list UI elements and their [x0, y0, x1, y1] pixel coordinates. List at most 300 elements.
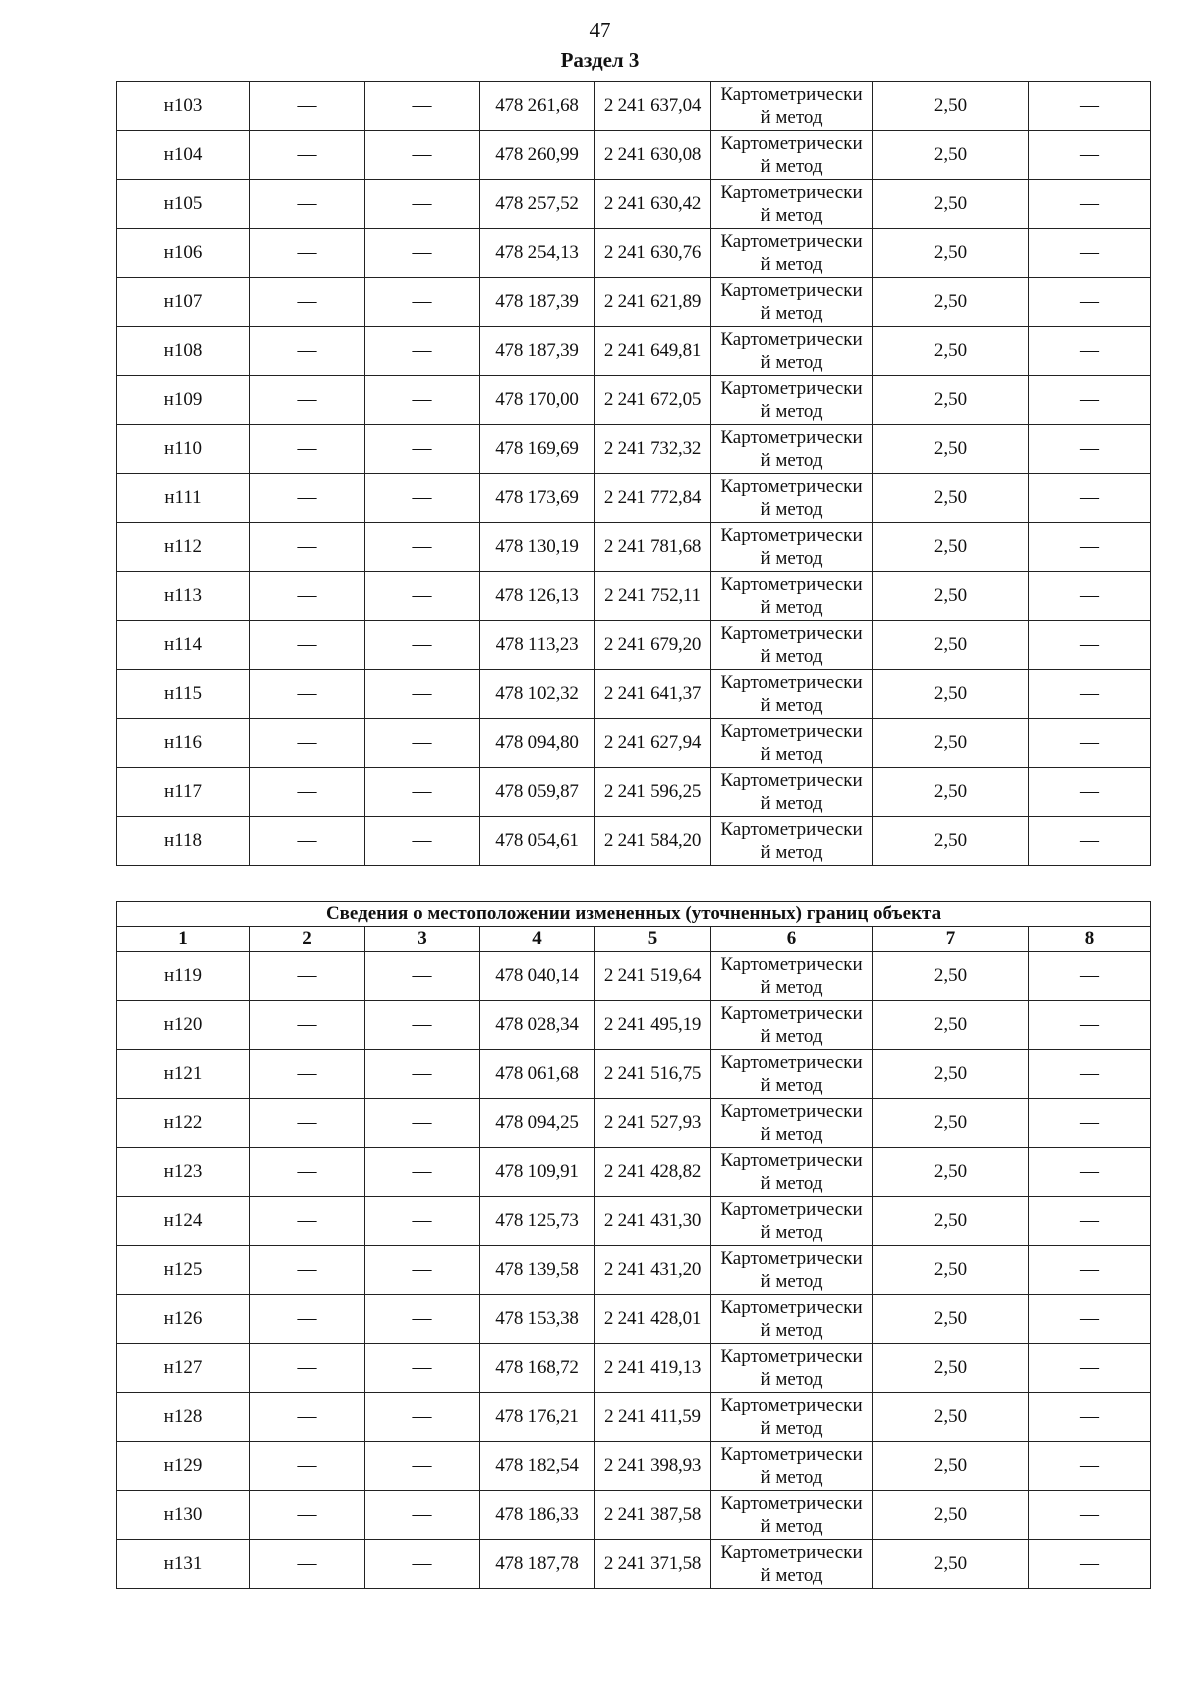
empty-value-cell: — [1029, 670, 1151, 719]
method-line-2: й метод [760, 646, 823, 667]
empty-value-cell: — [250, 180, 365, 229]
coordinate-y-cell: 2 241 411,59 [595, 1393, 711, 1442]
empty-value-cell: — [250, 1540, 365, 1589]
coordinate-y-cell: 2 241 630,42 [595, 180, 711, 229]
coordinate-x-cell: 478 102,32 [480, 670, 595, 719]
empty-value-cell: — [250, 425, 365, 474]
empty-value-cell: — [250, 278, 365, 327]
method-cell [711, 768, 873, 817]
table-row [117, 1099, 1151, 1148]
empty-value-cell: — [365, 1442, 480, 1491]
empty-value-cell: — [1029, 474, 1151, 523]
method-line-1: Картометрически [720, 721, 863, 742]
coordinate-x-cell: 478 254,13 [480, 229, 595, 278]
empty-value-cell: — [250, 817, 365, 866]
empty-value-cell: — [365, 131, 480, 180]
point-number-cell: н116 [117, 719, 250, 768]
coordinate-y-cell: 2 241 630,76 [595, 229, 711, 278]
coordinate-x-cell: 478 260,99 [480, 131, 595, 180]
table-row [117, 621, 1151, 670]
empty-value-cell: — [365, 1197, 480, 1246]
point-number-cell: н130 [117, 1491, 250, 1540]
coordinate-x-cell: 478 139,58 [480, 1246, 595, 1295]
table-row [117, 817, 1151, 866]
method-cell [711, 82, 873, 131]
table-row [117, 1491, 1151, 1540]
empty-value-cell: — [1029, 1344, 1151, 1393]
method-cell [711, 474, 873, 523]
empty-value-cell: — [365, 523, 480, 572]
method-cell [711, 1099, 873, 1148]
coordinate-x-cell: 478 028,34 [480, 1001, 595, 1050]
coordinate-y-cell: 2 241 679,20 [595, 621, 711, 670]
accuracy-cell: 2,50 [873, 768, 1029, 817]
method-line-2: й метод [760, 1565, 823, 1586]
method-cell [711, 180, 873, 229]
table-row [117, 1148, 1151, 1197]
empty-value-cell: — [365, 474, 480, 523]
coordinate-y-cell: 2 241 516,75 [595, 1050, 711, 1099]
table-row [117, 1001, 1151, 1050]
empty-value-cell: — [250, 572, 365, 621]
method-line-2: й метод [760, 977, 823, 998]
method-cell [711, 1001, 873, 1050]
column-header-row [117, 927, 1151, 952]
method-cell [711, 1246, 873, 1295]
empty-value-cell: — [365, 1540, 480, 1589]
method-line-1: Картометрически [720, 231, 863, 252]
empty-value-cell: — [1029, 1295, 1151, 1344]
table-row [117, 425, 1151, 474]
coordinate-x-cell: 478 061,68 [480, 1050, 595, 1099]
empty-value-cell: — [250, 82, 365, 131]
page-number: 47 [589, 18, 611, 42]
accuracy-cell: 2,50 [873, 1148, 1029, 1197]
accuracy-cell: 2,50 [873, 1344, 1029, 1393]
point-number-cell: н128 [117, 1393, 250, 1442]
coordinate-x-cell: 478 040,14 [480, 952, 595, 1001]
accuracy-cell: 2,50 [873, 817, 1029, 866]
coordinate-x-cell: 478 059,87 [480, 768, 595, 817]
table-row [117, 278, 1151, 327]
coordinate-y-cell: 2 241 649,81 [595, 327, 711, 376]
accuracy-cell: 2,50 [873, 1295, 1029, 1344]
accuracy-cell: 2,50 [873, 1442, 1029, 1491]
empty-value-cell: — [1029, 1148, 1151, 1197]
method-cell [711, 817, 873, 866]
method-line-1: Картометрически [720, 819, 863, 840]
method-cell [711, 952, 873, 1001]
method-line-1: Картометрически [720, 329, 863, 350]
coordinate-x-cell: 478 187,39 [480, 327, 595, 376]
empty-value-cell: — [250, 670, 365, 719]
point-number-cell: н119 [117, 952, 250, 1001]
table-row [117, 523, 1151, 572]
empty-value-cell: — [1029, 523, 1151, 572]
method-cell [711, 670, 873, 719]
method-cell [711, 523, 873, 572]
method-line-1: Картометрически [720, 1052, 863, 1073]
accuracy-cell: 2,50 [873, 670, 1029, 719]
accuracy-cell: 2,50 [873, 952, 1029, 1001]
empty-value-cell: — [1029, 1442, 1151, 1491]
method-cell [711, 621, 873, 670]
empty-value-cell: — [250, 1393, 365, 1442]
method-cell [711, 1393, 873, 1442]
empty-value-cell: — [365, 425, 480, 474]
coordinate-y-cell: 2 241 637,04 [595, 82, 711, 131]
coordinate-y-cell: 2 241 621,89 [595, 278, 711, 327]
method-line-1: Картометрически [720, 476, 863, 497]
empty-value-cell: — [365, 1295, 480, 1344]
coordinate-y-cell: 2 241 772,84 [595, 474, 711, 523]
method-line-2: й метод [760, 793, 823, 814]
empty-value-cell: — [250, 621, 365, 670]
method-line-2: й метод [760, 1271, 823, 1292]
method-line-1: Картометрически [720, 1003, 863, 1024]
empty-value-cell: — [1029, 952, 1151, 1001]
point-number-cell: н118 [117, 817, 250, 866]
empty-value-cell: — [365, 1344, 480, 1393]
coordinate-x-cell: 478 261,68 [480, 82, 595, 131]
coordinate-x-cell: 478 130,19 [480, 523, 595, 572]
accuracy-cell: 2,50 [873, 1393, 1029, 1442]
empty-value-cell: — [250, 719, 365, 768]
coordinate-y-cell: 2 241 641,37 [595, 670, 711, 719]
accuracy-cell: 2,50 [873, 621, 1029, 670]
method-line-1: Картометрически [720, 84, 863, 105]
method-line-1: Картометрически [720, 672, 863, 693]
table-row [117, 1295, 1151, 1344]
method-line-2: й метод [760, 1075, 823, 1096]
coordinate-y-cell: 2 241 419,13 [595, 1344, 711, 1393]
table-row [117, 952, 1151, 1001]
accuracy-cell: 2,50 [873, 1540, 1029, 1589]
table-caption-row [117, 902, 1151, 927]
point-number-cell: н105 [117, 180, 250, 229]
coordinate-x-cell: 478 169,69 [480, 425, 595, 474]
method-line-1: Картометрически [720, 133, 863, 154]
coordinate-y-cell: 2 241 428,82 [595, 1148, 711, 1197]
method-cell [711, 131, 873, 180]
coordinate-y-cell: 2 241 371,58 [595, 1540, 711, 1589]
empty-value-cell: — [365, 1001, 480, 1050]
method-line-1: Картометрически [720, 623, 863, 644]
method-line-1: Картометрически [720, 1297, 863, 1318]
empty-value-cell: — [1029, 1246, 1151, 1295]
empty-value-cell: — [250, 474, 365, 523]
table-row [117, 131, 1151, 180]
table-row [117, 474, 1151, 523]
coordinate-y-cell: 2 241 428,01 [595, 1295, 711, 1344]
coordinate-y-cell: 2 241 431,30 [595, 1197, 711, 1246]
column-header: 8 [1029, 927, 1151, 952]
coordinate-y-cell: 2 241 431,20 [595, 1246, 711, 1295]
method-line-2: й метод [760, 107, 823, 128]
method-cell [711, 719, 873, 768]
coordinate-y-cell: 2 241 584,20 [595, 817, 711, 866]
column-header: 1 [117, 927, 250, 952]
method-line-2: й метод [760, 695, 823, 716]
method-cell [711, 1344, 873, 1393]
point-number-cell: н109 [117, 376, 250, 425]
method-line-2: й метод [760, 1516, 823, 1537]
coordinate-y-cell: 2 241 519,64 [595, 952, 711, 1001]
method-line-2: й метод [760, 450, 823, 471]
point-number-cell: н111 [117, 474, 250, 523]
table-row [117, 1246, 1151, 1295]
method-cell [711, 229, 873, 278]
empty-value-cell: — [250, 327, 365, 376]
empty-value-cell: — [1029, 1001, 1151, 1050]
point-number-cell: н120 [117, 1001, 250, 1050]
point-number-cell: н127 [117, 1344, 250, 1393]
accuracy-cell: 2,50 [873, 719, 1029, 768]
accuracy-cell: 2,50 [873, 425, 1029, 474]
method-line-1: Картометрически [720, 770, 863, 791]
empty-value-cell: — [1029, 1050, 1151, 1099]
accuracy-cell: 2,50 [873, 131, 1029, 180]
column-header: 3 [365, 927, 480, 952]
point-number-cell: н115 [117, 670, 250, 719]
method-cell [711, 572, 873, 621]
coordinates-table-bottom [116, 901, 1151, 1589]
empty-value-cell: — [365, 229, 480, 278]
accuracy-cell: 2,50 [873, 523, 1029, 572]
method-line-2: й метод [760, 1173, 823, 1194]
coordinate-x-cell: 478 125,73 [480, 1197, 595, 1246]
empty-value-cell: — [250, 1197, 365, 1246]
point-number-cell: н124 [117, 1197, 250, 1246]
method-line-1: Картометрически [720, 954, 863, 975]
empty-value-cell: — [1029, 1393, 1151, 1442]
method-line-2: й метод [760, 499, 823, 520]
table-row [117, 1540, 1151, 1589]
section-caption: Сведения о местоположении измененных (уточненных) границ объекта [117, 902, 1151, 927]
point-number-cell: н104 [117, 131, 250, 180]
coordinate-x-cell: 478 168,72 [480, 1344, 595, 1393]
point-number-cell: н107 [117, 278, 250, 327]
coordinate-y-cell: 2 241 527,93 [595, 1099, 711, 1148]
method-line-2: й метод [760, 1320, 823, 1341]
empty-value-cell: — [250, 1001, 365, 1050]
method-line-1: Картометрически [720, 182, 863, 203]
method-line-2: й метод [760, 842, 823, 863]
method-cell [711, 1197, 873, 1246]
point-number-cell: н131 [117, 1540, 250, 1589]
empty-value-cell: — [365, 1050, 480, 1099]
empty-value-cell: — [365, 621, 480, 670]
coordinate-x-cell: 478 182,54 [480, 1442, 595, 1491]
method-line-2: й метод [760, 1369, 823, 1390]
coordinate-y-cell: 2 241 387,58 [595, 1491, 711, 1540]
column-header: 7 [873, 927, 1029, 952]
method-line-2: й метод [760, 744, 823, 765]
empty-value-cell: — [365, 278, 480, 327]
empty-value-cell: — [250, 1442, 365, 1491]
empty-value-cell: — [1029, 1197, 1151, 1246]
method-cell [711, 1295, 873, 1344]
coordinate-y-cell: 2 241 596,25 [595, 768, 711, 817]
table-row [117, 1442, 1151, 1491]
coordinate-y-cell: 2 241 672,05 [595, 376, 711, 425]
point-number-cell: н110 [117, 425, 250, 474]
method-line-2: й метод [760, 1418, 823, 1439]
table-row [117, 376, 1151, 425]
accuracy-cell: 2,50 [873, 229, 1029, 278]
point-number-cell: н121 [117, 1050, 250, 1099]
method-line-1: Картометрически [720, 1542, 863, 1563]
point-number-cell: н114 [117, 621, 250, 670]
method-line-2: й метод [760, 352, 823, 373]
point-number-cell: н122 [117, 1099, 250, 1148]
coordinate-y-cell: 2 241 732,32 [595, 425, 711, 474]
accuracy-cell: 2,50 [873, 1197, 1029, 1246]
empty-value-cell: — [250, 1246, 365, 1295]
table-row [117, 719, 1151, 768]
method-line-1: Картометрически [720, 1493, 863, 1514]
empty-value-cell: — [365, 180, 480, 229]
accuracy-cell: 2,50 [873, 327, 1029, 376]
empty-value-cell: — [1029, 82, 1151, 131]
empty-value-cell: — [250, 1491, 365, 1540]
accuracy-cell: 2,50 [873, 278, 1029, 327]
point-number-cell: н103 [117, 82, 250, 131]
accuracy-cell: 2,50 [873, 1491, 1029, 1540]
coordinate-y-cell: 2 241 398,93 [595, 1442, 711, 1491]
table-row [117, 180, 1151, 229]
method-cell [711, 425, 873, 474]
method-line-2: й метод [760, 597, 823, 618]
coordinate-x-cell: 478 257,52 [480, 180, 595, 229]
point-number-cell: н106 [117, 229, 250, 278]
method-line-2: й метод [760, 254, 823, 275]
table-row [117, 572, 1151, 621]
empty-value-cell: — [250, 376, 365, 425]
method-line-2: й метод [760, 1467, 823, 1488]
empty-value-cell: — [250, 229, 365, 278]
accuracy-cell: 2,50 [873, 180, 1029, 229]
accuracy-cell: 2,50 [873, 1001, 1029, 1050]
method-cell [711, 1491, 873, 1540]
empty-value-cell: — [1029, 1491, 1151, 1540]
method-line-2: й метод [760, 401, 823, 422]
empty-value-cell: — [1029, 572, 1151, 621]
empty-value-cell: — [250, 523, 365, 572]
method-line-1: Картометрически [720, 1395, 863, 1416]
empty-value-cell: — [365, 952, 480, 1001]
method-cell [711, 1050, 873, 1099]
method-line-1: Картометрически [720, 1248, 863, 1269]
point-number-cell: н112 [117, 523, 250, 572]
empty-value-cell: — [1029, 768, 1151, 817]
empty-value-cell: — [250, 1295, 365, 1344]
coordinate-x-cell: 478 054,61 [480, 817, 595, 866]
accuracy-cell: 2,50 [873, 1099, 1029, 1148]
table-row [117, 327, 1151, 376]
coordinate-x-cell: 478 153,38 [480, 1295, 595, 1344]
method-line-1: Картометрически [720, 525, 863, 546]
empty-value-cell: — [250, 768, 365, 817]
coordinate-y-cell: 2 241 630,08 [595, 131, 711, 180]
empty-value-cell: — [250, 1099, 365, 1148]
point-number-cell: н126 [117, 1295, 250, 1344]
coordinate-x-cell: 478 094,25 [480, 1099, 595, 1148]
empty-value-cell: — [250, 1148, 365, 1197]
method-line-1: Картометрически [720, 1444, 863, 1465]
method-line-1: Картометрически [720, 1346, 863, 1367]
point-number-cell: н123 [117, 1148, 250, 1197]
empty-value-cell: — [1029, 131, 1151, 180]
coordinate-x-cell: 478 126,13 [480, 572, 595, 621]
empty-value-cell: — [365, 1393, 480, 1442]
accuracy-cell: 2,50 [873, 1246, 1029, 1295]
empty-value-cell: — [365, 376, 480, 425]
method-line-2: й метод [760, 548, 823, 569]
column-header: 4 [480, 927, 595, 952]
section-title: Раздел 3 [560, 48, 640, 72]
empty-value-cell: — [365, 817, 480, 866]
method-cell [711, 376, 873, 425]
method-cell [711, 327, 873, 376]
table-bottom-body [117, 902, 1151, 1589]
empty-value-cell: — [365, 82, 480, 131]
coordinate-y-cell: 2 241 495,19 [595, 1001, 711, 1050]
method-line-1: Картометрически [720, 1150, 863, 1171]
empty-value-cell: — [1029, 817, 1151, 866]
method-line-1: Картометрически [720, 280, 863, 301]
coordinate-x-cell: 478 109,91 [480, 1148, 595, 1197]
point-number-cell: н113 [117, 572, 250, 621]
coordinate-x-cell: 478 176,21 [480, 1393, 595, 1442]
accuracy-cell: 2,50 [873, 474, 1029, 523]
method-line-2: й метод [760, 1026, 823, 1047]
empty-value-cell: — [1029, 376, 1151, 425]
method-cell [711, 1148, 873, 1197]
accuracy-cell: 2,50 [873, 376, 1029, 425]
coordinate-x-cell: 478 187,78 [480, 1540, 595, 1589]
table-row [117, 82, 1151, 131]
method-line-2: й метод [760, 205, 823, 226]
coordinate-x-cell: 478 186,33 [480, 1491, 595, 1540]
table-row [117, 1344, 1151, 1393]
empty-value-cell: — [365, 1148, 480, 1197]
method-cell [711, 1442, 873, 1491]
empty-value-cell: — [1029, 180, 1151, 229]
coordinate-y-cell: 2 241 627,94 [595, 719, 711, 768]
coordinates-table-top [116, 81, 1151, 866]
empty-value-cell: — [250, 1050, 365, 1099]
empty-value-cell: — [1029, 1540, 1151, 1589]
method-cell [711, 278, 873, 327]
point-number-cell: н108 [117, 327, 250, 376]
table-row [117, 670, 1151, 719]
table-row [117, 1393, 1151, 1442]
method-line-1: Картометрически [720, 1199, 863, 1220]
empty-value-cell: — [250, 1344, 365, 1393]
empty-value-cell: — [1029, 327, 1151, 376]
column-header: 2 [250, 927, 365, 952]
empty-value-cell: — [1029, 229, 1151, 278]
empty-value-cell: — [1029, 278, 1151, 327]
coordinate-x-cell: 478 173,69 [480, 474, 595, 523]
table-row [117, 768, 1151, 817]
coordinate-x-cell: 478 187,39 [480, 278, 595, 327]
point-number-cell: н117 [117, 768, 250, 817]
method-line-2: й метод [760, 303, 823, 324]
empty-value-cell: — [250, 952, 365, 1001]
table-row [117, 1050, 1151, 1099]
